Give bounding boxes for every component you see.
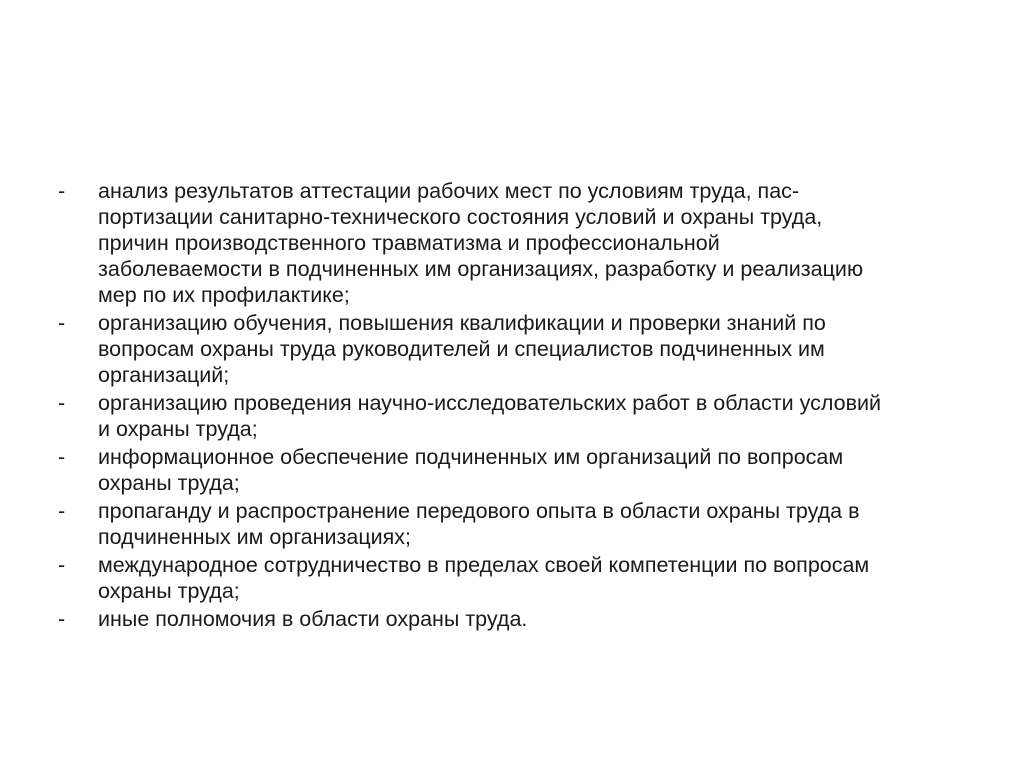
bullet-text	[98, 606, 978, 632]
bullet-dash: -	[58, 445, 66, 469]
list-item	[58, 310, 978, 388]
list-item	[58, 606, 978, 632]
text-line: организаций;	[98, 363, 230, 387]
text-line: мер по их профилактике;	[98, 283, 350, 307]
bullet-text	[98, 178, 978, 308]
bullet-text	[98, 390, 978, 442]
text-line: анализ результатов аттестации рабочих мест по условиям труда, пас-	[98, 179, 800, 203]
bullet-text	[98, 310, 978, 388]
bullet-dash: -	[58, 311, 66, 335]
text-line: портизации санитарно-технического состояния условий и охраны труда,	[98, 205, 823, 229]
text-line: причин производственного травматизма и профессиональной	[98, 231, 720, 255]
text-line: охраны труда;	[98, 579, 240, 603]
text-line: подчиненных им организациях;	[98, 525, 412, 549]
text-line: информационное обеспечение подчиненных им организаций по вопросам	[98, 445, 844, 469]
list-item	[58, 178, 978, 308]
list-item	[58, 498, 978, 550]
bullet-dash: -	[58, 553, 66, 577]
bullet-dash: -	[58, 607, 66, 631]
bullet-dash: -	[58, 179, 66, 203]
text-line: иные полномочия в области охраны труда.	[98, 607, 528, 631]
list-item	[58, 390, 978, 442]
bullet-dash: -	[58, 391, 66, 415]
list-item	[58, 444, 978, 496]
bullet-dash: -	[58, 499, 66, 523]
text-line: пропаганду и распространение передового опыта в области охраны труда в	[98, 499, 860, 523]
bullet-text	[98, 552, 978, 604]
bullet-list	[58, 178, 978, 634]
text-line: охраны труда;	[98, 471, 240, 495]
text-line: вопросам охраны труда руководителей и специалистов подчиненных им	[98, 337, 825, 361]
text-line: и охраны труда;	[98, 417, 258, 441]
bullet-text	[98, 498, 978, 550]
text-line: организацию обучения, повышения квалификации и проверки знаний по	[98, 311, 826, 335]
text-line: международное сотрудничество в пределах своей компетенции по вопросам	[98, 553, 870, 577]
list-item	[58, 552, 978, 604]
bullet-text	[98, 444, 978, 496]
text-line: заболеваемости в подчиненных им организациях, разработку и реализацию	[98, 257, 864, 281]
text-line: организацию проведения научно-исследовательских работ в области условий	[98, 391, 882, 415]
